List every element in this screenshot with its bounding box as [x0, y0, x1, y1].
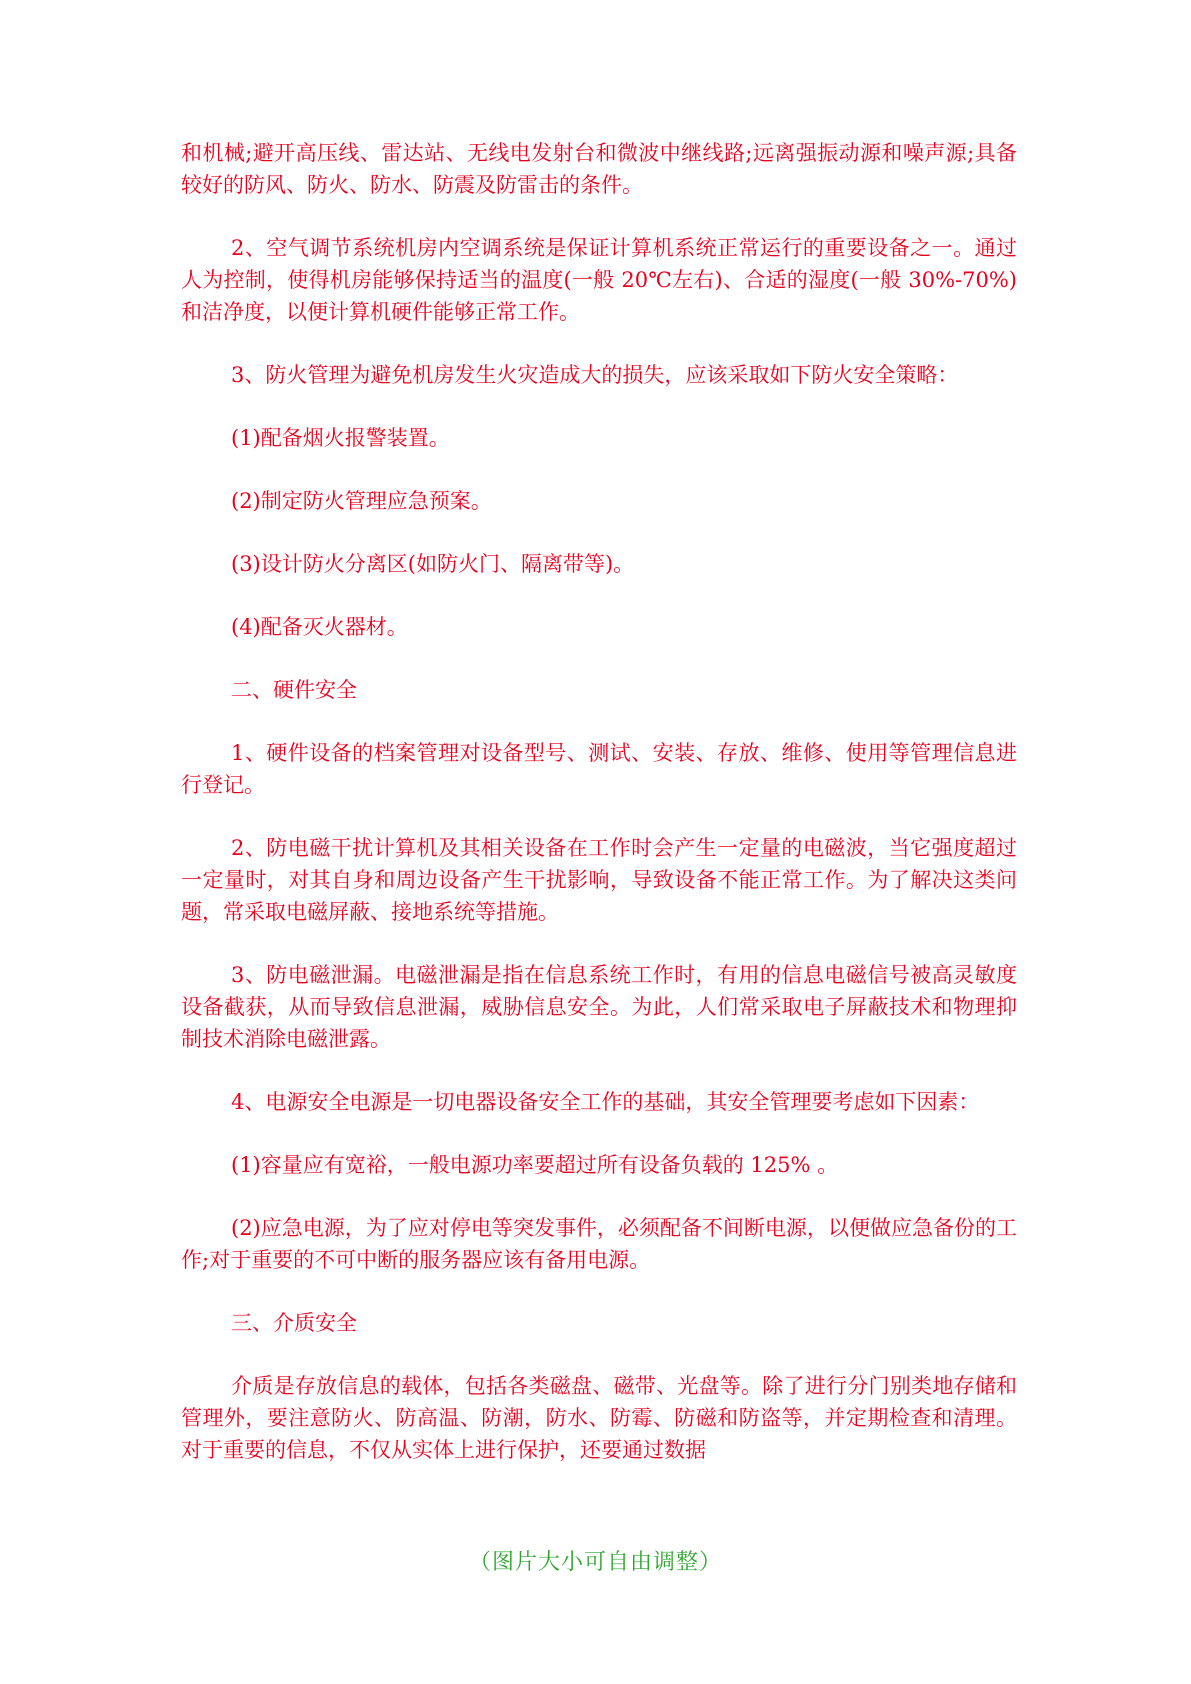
paragraph-media: 介质是存放信息的载体，包括各类磁盘、磁带、光盘等。除了进行分门别类地存储和管理外，要注意防火、防高温、防潮，防水、防霉、防磁和防盗等，并定期检查和清理。对于重要的信息，不仅从实体上进行保护，还要通过数据: [181, 1374, 1017, 1462]
document-body: [181, 137, 1017, 1497]
paragraph-fire-management: 3、防火管理为避免机房发生火灾造成大的损失，应该采取如下防火安全策略：: [231, 363, 959, 387]
image-resize-note: （图片大小可自由调整）: [468, 1550, 722, 1575]
paragraph-air-conditioning: 2、空气调节系统机房内空调系统是保证计算机系统正常运行的重要设备之一。通过人为控制，使得机房能够保持适当的温度(一般 20℃左右)、合适的湿度(一般 30%-70%)和洁净度，以便计算机硬件能够正常工作。: [181, 236, 1017, 324]
list-item-fire-2: (2)制定防火管理应急预案。: [231, 489, 492, 513]
list-item-fire-1: (1)配备烟火报警装置。: [231, 426, 450, 450]
paragraph-em-leakage: 3、防电磁泄漏。电磁泄漏是指在信息系统工作时，有用的信息电磁信号被高灵敏度设备截获，从而导致信息泄漏，威胁信息安全。为此，人们常采取电子屏蔽技术和物理抑制技术消除电磁泄露。: [181, 963, 1017, 1051]
paragraph-continuation: 和机械;避开高压线、雷达站、无线电发射台和微波中继线路;远离强振动源和噪声源;具备较好的防风、防火、防水、防震及防雷击的条件。: [181, 141, 1017, 197]
paragraph-power-safety: 4、电源安全电源是一切电器设备安全工作的基础，其安全管理要考虑如下因素：: [231, 1090, 980, 1114]
list-item-power-2: (2)应急电源，为了应对停电等突发事件，必须配备不间断电源，以便做应急备份的工作;对于重要的不可中断的服务器应该有备用电源。: [181, 1216, 1017, 1272]
paragraph-emi: 2、防电磁干扰计算机及其相关设备在工作时会产生一定量的电磁波，当它强度超过一定量时，对其自身和周边设备产生干扰影响，导致设备不能正常工作。为了解决这类问题，常采取电磁屏蔽、接地系统等措施。: [181, 836, 1017, 924]
section-heading-hardware: 二、硬件安全: [231, 678, 357, 702]
list-item-fire-4: (4)配备灭火器材。: [231, 615, 408, 639]
paragraph-hardware-archive: 1、硬件设备的档案管理对设备型号、测试、安装、存放、维修、使用等管理信息进行登记。: [181, 741, 1017, 797]
section-heading-media: 三、介质安全: [231, 1311, 357, 1335]
list-item-power-1: (1)容量应有宽裕，一般电源功率要超过所有设备负载的 125% 。: [231, 1153, 839, 1177]
list-item-fire-3: (3)设计防火分离区(如防火门、隔离带等)。: [231, 552, 635, 576]
